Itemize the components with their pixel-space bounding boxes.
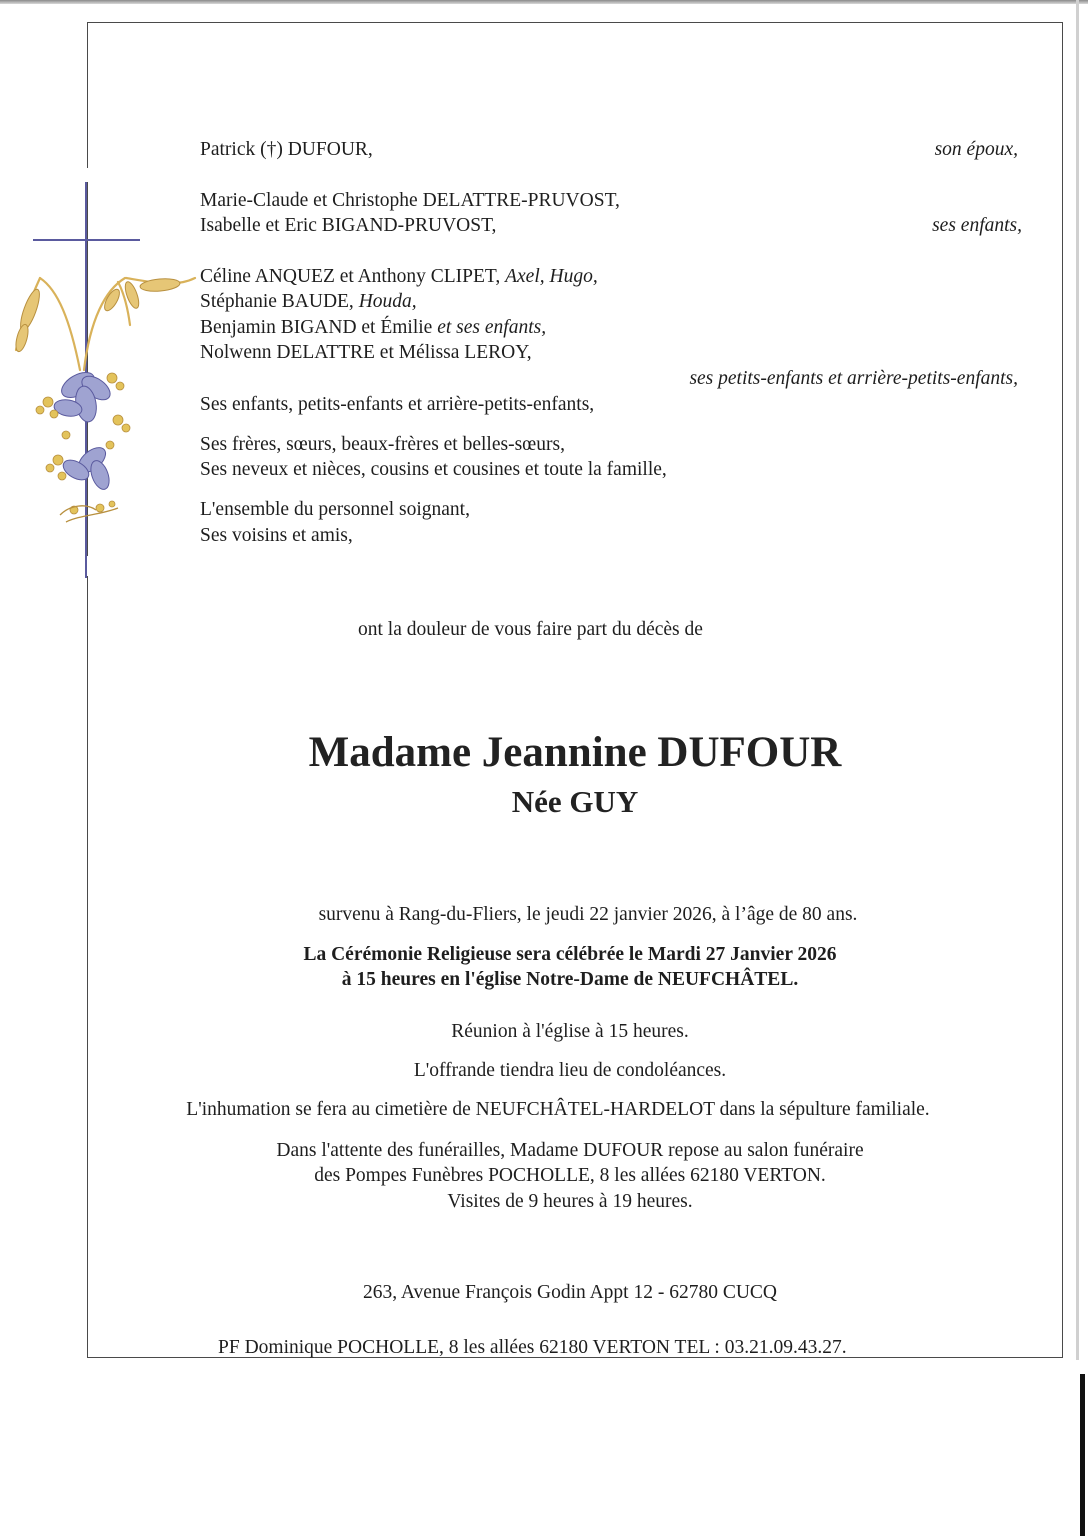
rest-info: des Pompes Funèbres POCHOLLE, 8 les allées 62180 VERTON. xyxy=(314,1165,826,1186)
ceremony-line: à 15 heures en l'église Notre-Dame de NEUFCHÂTEL. xyxy=(341,969,799,990)
spouse-name: Patrick (†) DUFOUR, xyxy=(200,139,373,160)
children-line: Marie-Claude et Christophe DELATTRE-PRUVOST, xyxy=(200,190,620,211)
grandchildren-names: Céline ANQUEZ et Anthony CLIPET, xyxy=(200,266,501,287)
grandchildren-names: Benjamin BIGAND et Émilie xyxy=(200,317,433,338)
scan-right-edge xyxy=(1076,0,1079,1360)
children-line: Isabelle et Eric BIGAND-PRUVOST, xyxy=(200,215,497,236)
children-role: ses enfants, xyxy=(932,215,1022,236)
funeral-home-footer: PF Dominique POCHOLLE, 8 les allées 62180 VERTON TEL : 03.21.09.43.27. xyxy=(218,1337,847,1358)
scan-right-bar xyxy=(1080,1374,1085,1536)
announcement-text: ont la douleur de vous faire part du décès de xyxy=(358,619,703,640)
deceased-name: Madame Jeannine DUFOUR xyxy=(308,729,842,776)
home-address: 263, Avenue François Godin Appt 12 - 62780 CUCQ xyxy=(363,1282,777,1303)
meeting-info: Réunion à l'église à 15 heures. xyxy=(451,1021,689,1042)
relatives-line: Ses enfants, petits-enfants et arrière-petits-enfants, xyxy=(200,394,595,415)
spouse-role: son époux, xyxy=(934,139,1018,160)
wheat-icon xyxy=(16,278,195,370)
deceased-maiden-name: Née GUY xyxy=(511,784,639,819)
great-grandchildren-names: et ses enfants, xyxy=(437,317,547,338)
relatives-line: Ses frères, sœurs, beaux-frères et belles-sœurs, xyxy=(200,434,565,455)
great-grandchildren-names: Axel, Hugo, xyxy=(505,266,598,287)
grandchildren-line xyxy=(200,265,598,289)
flower-cluster-icon xyxy=(36,367,130,522)
grandchildren-line: Nolwenn DELATTRE et Mélissa LEROY, xyxy=(200,342,532,363)
grandchildren-line xyxy=(200,290,417,314)
offering-info: L'offrande tiendra lieu de condoléances. xyxy=(413,1060,727,1081)
relatives-line: Ses voisins et amis, xyxy=(200,525,353,546)
grandchildren-role: ses petits-enfants et arrière-petits-enfants, xyxy=(689,368,1018,389)
death-details: survenu à Rang-du-Fliers, le jeudi 22 janvier 2026, à l’âge de 80 ans. xyxy=(318,904,858,925)
relatives-line: Ses neveux et nièces, cousins et cousines et toute la famille, xyxy=(200,459,667,480)
relatives-line: L'ensemble du personnel soignant, xyxy=(200,499,470,520)
scan-top-edge xyxy=(0,0,1088,4)
grandchildren-line xyxy=(200,316,546,340)
cross-with-wheat-and-flowers-icon xyxy=(0,170,220,590)
great-grandchildren-names: Houda, xyxy=(358,291,417,312)
ceremony-line: La Cérémonie Religieuse sera célébrée le Mardi 27 Janvier 2026 xyxy=(303,944,837,965)
visiting-hours: Visites de 9 heures à 19 heures. xyxy=(447,1191,693,1212)
grandchildren-names: Stéphanie BAUDE, xyxy=(200,291,354,312)
burial-info: L'inhumation se fera au cimetière de NEUFCHÂTEL-HARDELOT dans la sépulture familiale. xyxy=(186,1099,930,1120)
rest-info: Dans l'attente des funérailles, Madame DUFOUR repose au salon funéraire xyxy=(276,1140,864,1161)
